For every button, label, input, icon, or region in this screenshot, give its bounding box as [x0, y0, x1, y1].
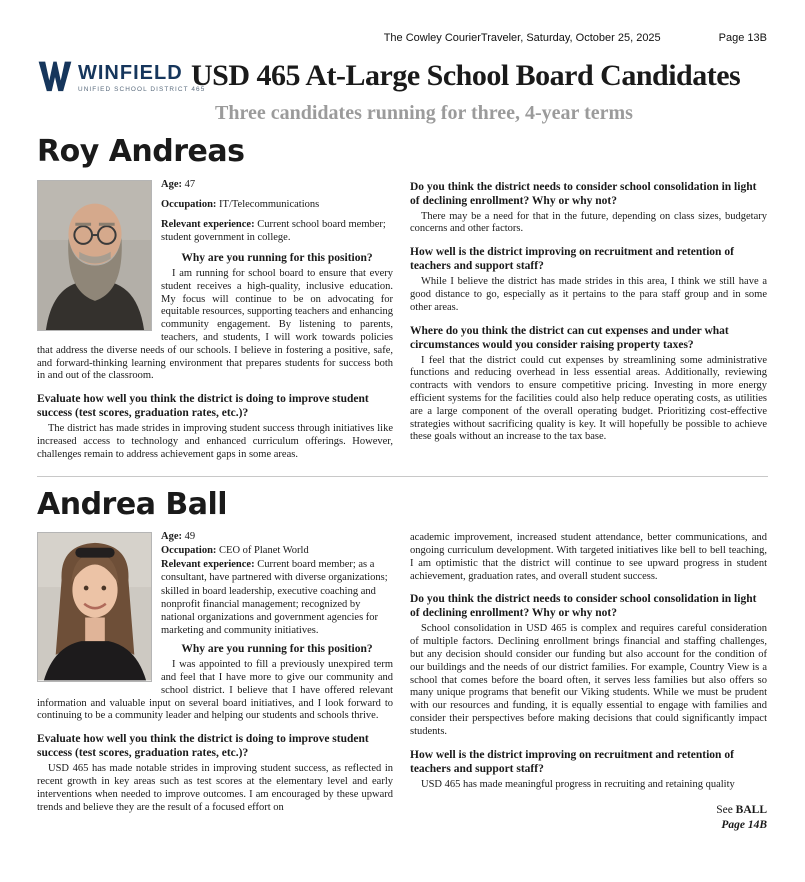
experience-value: Current school board member; student government in college.: [161, 218, 386, 243]
masthead: [0, 0, 805, 44]
jump-page: Page 14B: [721, 818, 767, 831]
jump-ref: BALL: [735, 804, 767, 817]
question-heading: Evaluate how well you think the district is doing to improve student success (test scores, graduation rates, etc.)?: [37, 393, 369, 420]
logo-name: WINFIELD: [78, 62, 183, 84]
age-label: Age:: [161, 531, 182, 543]
question-heading: How well is the district improving on recruitment and retention of teachers and support staff?: [410, 246, 734, 273]
answer-text: I am running for school board to ensure that every student receives a high-quality, inclusive education. My focus will continue to be on advocating for equitable resources, supporting teachers and enhancing community engagement. By listening to parents, teachers, and students, I will work towards policies that address the diverse needs of our schools. I believe in fostering a positive, safe, and forward-thinking learning environment that prepares students for success both in and out of the classroom.: [37, 268, 393, 382]
section-divider: [37, 476, 768, 477]
answer-text: The district has made strides in improving student success through initiatives like increased access to technology and enhanced curriculum offerings. However, challenges remain to address achievement gaps in some areas.: [37, 423, 393, 460]
right-column: [410, 530, 767, 832]
logo-text: [78, 60, 205, 93]
experience-label: Relevant experience:: [161, 559, 255, 571]
answer-text: USD 465 has made notable strides in improving student success, as reflected in recent growth in key areas such as test scores at the elementary level and early interventions when needed to improve outcomes. I am encouraged by these upward trends and believe they are the result of a focused effort on: [37, 763, 393, 813]
question-heading: Do you think the district needs to consider school consolidation in light of declining enrollment? Why or why not?: [410, 593, 757, 620]
candidate-columns: [37, 178, 768, 462]
candidate-name: Andrea Ball: [37, 486, 228, 522]
answer-continuation-text: academic improvement, increased student attendance, better communications, and ongoing curriculum development. With targeted initiatives like bell to bell teaching, I am optimistic that the district will continue to see upward progress in student achievement, graduation rates, and overall student success.: [410, 532, 767, 582]
page-number: Page 13B: [718, 32, 767, 44]
page-subtitle: Three candidates running for three, 4-year terms: [215, 102, 633, 124]
answer-text: While I believe the district has made strides in this area, I think we still have a good distance to go, especially as it pertains to the para staff group and in some other areas.: [410, 276, 767, 313]
experience-value: Current board member; as a consultant, have partnered with diverse organizations; skilled in board leadership, executive coaching and nonprofit financial management; recognized by national organizations and government agencies for marketing and community initiatives.: [161, 559, 388, 636]
left-column: [37, 530, 393, 814]
andrea-ball-portrait: [37, 532, 152, 681]
age-value: 49: [184, 531, 196, 543]
occupation-value: IT/Telecommunications: [219, 198, 320, 210]
see-label: See: [716, 804, 733, 817]
occupation-value: CEO of Planet World: [219, 545, 309, 557]
continued-on-note: [410, 803, 767, 832]
candidate-name: Roy Andreas: [37, 134, 245, 169]
candidate-section-roy-andreas: [0, 136, 805, 462]
logo-subtitle: UNIFIED SCHOOL DISTRICT 465: [78, 86, 206, 93]
winfield-logo: [37, 60, 206, 94]
right-column: [410, 178, 767, 445]
answer-text: There may be a need for that in the future, depending on class sizes, budgetary concerns and other factors.: [410, 210, 767, 235]
answer-text: USD 465 has made meaningful progress in recruiting and retaining quality: [421, 778, 735, 790]
page-title: USD 465 At-Large School Board Candidates: [191, 59, 741, 92]
left-column: [37, 178, 393, 462]
candidate-columns: [37, 530, 768, 832]
answer-text: I feel that the district could cut expenses by streamlining some administrative functions and reducing overhead in less essential areas. Additionally, reviewing contracts with vendors to ensure competitive pricing. Investing in more energy efficient systems for the facilities could also help reduce operating costs, as utilities are a large component of the overall operating budget. Prioritizing cost-effective strategies without sacrificing quality is key. It will hopefully be possible to achieve these goals without an increase to the tax base.: [410, 354, 767, 443]
question-heading: Where do you think the district can cut expenses and under what circumstances would you consider raising property taxes?: [410, 324, 729, 351]
candidate-section-andrea-ball: [0, 486, 805, 832]
roy-andreas-portrait: [37, 180, 152, 331]
winfield-w-monogram-icon: [37, 60, 73, 94]
question-heading: Evaluate how well you think the district is doing to improve student success (test scores, graduation rates, etc.)?: [37, 733, 369, 760]
paper-date-line: The Cowley CourierTraveler, Saturday, October 25, 2025: [383, 32, 661, 44]
occupation-label: Occupation:: [161, 545, 217, 557]
question-heading: How well is the district improving on recruitment and retention of teachers and support staff?: [410, 748, 734, 775]
question-heading: Why are you running for this position?: [181, 643, 373, 656]
answer-text: School consolidation in USD 465 is complex and requires careful consideration of multiple factors. Declining enrollment brings financial and staffing challenges, but any decision should consider our funding but also account for the condition of our buildings and the needs of our district families. For example, Country View is a school that comes before the board often, it serves less families but also offers so many unique programs that benefit our Viking students. While we must be prudent with our resources and funding, it is equally essential to engage with families and consider their perspectives before making decisions that could significantly impact students.: [410, 623, 767, 737]
question-heading: Why are you running for this position?: [181, 252, 373, 264]
page-header: [0, 44, 805, 94]
age-value: 47: [184, 178, 196, 190]
question-heading: Do you think the district needs to consider school consolidation in light of declining enrollment? Why or why not?: [410, 180, 757, 207]
answer-text: I was appointed to fill a previously unexpired term and feel that I have more to give our community and school district. I believe that I have offered relevant information and valuable input on several board initiatives, and I look forward to continuing to be a community leader and helping our students and schools thrive.: [37, 659, 393, 722]
occupation-label: Occupation:: [161, 198, 217, 210]
age-label: Age:: [161, 178, 182, 190]
experience-label: Relevant experience:: [161, 218, 255, 230]
